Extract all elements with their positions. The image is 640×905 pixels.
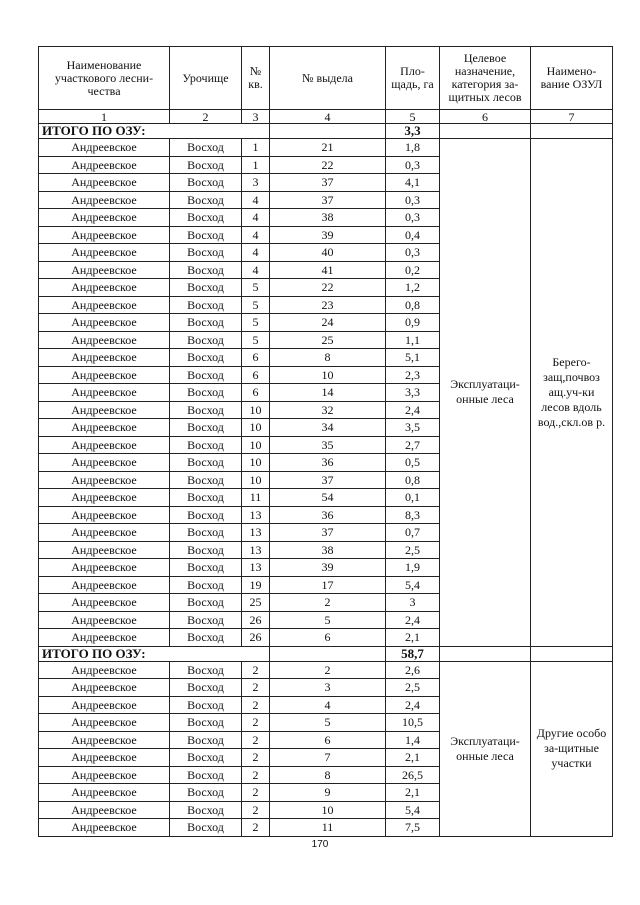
- page-number: 170: [311, 839, 329, 850]
- quarter-cell: 5: [242, 314, 270, 332]
- section-total-area: 3,3: [386, 124, 440, 139]
- quarter-cell: 1: [242, 156, 270, 174]
- tract-cell: Восход: [170, 766, 242, 784]
- quarter-cell: 2: [242, 679, 270, 697]
- area-cell: 0,9: [386, 314, 440, 332]
- header-row: [39, 47, 613, 110]
- area-cell: 0,8: [386, 471, 440, 489]
- tract-cell: Восход: [170, 209, 242, 227]
- quarter-cell: 2: [242, 784, 270, 802]
- forestry-cell: Андреевское: [39, 331, 170, 349]
- tract-cell: Восход: [170, 471, 242, 489]
- section-total-spacer: [531, 124, 613, 139]
- plot-cell: 5: [270, 714, 386, 732]
- tract-cell: Восход: [170, 506, 242, 524]
- tract-cell: Восход: [170, 594, 242, 612]
- area-cell: 3: [386, 594, 440, 612]
- area-cell: 2,6: [386, 661, 440, 679]
- section-total-area: 58,7: [386, 646, 440, 661]
- area-cell: 3,3: [386, 384, 440, 402]
- plot-cell: 22: [270, 279, 386, 297]
- plot-cell: 2: [270, 661, 386, 679]
- tract-cell: Восход: [170, 366, 242, 384]
- section-total-spacer: [440, 646, 531, 661]
- section-total-spacer: [531, 646, 613, 661]
- quarter-cell: 13: [242, 559, 270, 577]
- area-cell: 0,3: [386, 244, 440, 262]
- column-number: 6: [440, 110, 531, 124]
- plot-cell: 9: [270, 784, 386, 802]
- column-number: 3: [242, 110, 270, 124]
- plot-cell: 37: [270, 524, 386, 542]
- quarter-cell: 26: [242, 629, 270, 647]
- tract-cell: Восход: [170, 576, 242, 594]
- plot-cell: 7: [270, 749, 386, 767]
- tract-cell: Восход: [170, 731, 242, 749]
- tract-cell: Восход: [170, 819, 242, 837]
- purpose-cell: Эксплуатаци-онные леса: [440, 661, 531, 836]
- quarter-cell: 10: [242, 436, 270, 454]
- plot-cell: 40: [270, 244, 386, 262]
- forestry-cell: Андреевское: [39, 156, 170, 174]
- tract-cell: Восход: [170, 629, 242, 647]
- quarter-cell: 4: [242, 209, 270, 227]
- tract-cell: Восход: [170, 156, 242, 174]
- quarter-cell: 13: [242, 506, 270, 524]
- quarter-cell: 2: [242, 696, 270, 714]
- header-purpose: Целевое назначение, категория за-щитных лесов: [440, 47, 531, 110]
- forestry-cell: Андреевское: [39, 209, 170, 227]
- forestry-cell: Андреевское: [39, 524, 170, 542]
- forestry-cell: Андреевское: [39, 489, 170, 507]
- forestry-cell: Андреевское: [39, 226, 170, 244]
- quarter-cell: 2: [242, 731, 270, 749]
- tract-cell: Восход: [170, 436, 242, 454]
- area-cell: 2,1: [386, 629, 440, 647]
- section-total-spacer: [270, 646, 386, 661]
- forestry-cell: Андреевское: [39, 679, 170, 697]
- area-cell: 0,3: [386, 191, 440, 209]
- forestry-cell: Андреевское: [39, 314, 170, 332]
- plot-cell: 2: [270, 594, 386, 612]
- plot-cell: 38: [270, 209, 386, 227]
- forestry-cell: Андреевское: [39, 349, 170, 367]
- forestry-cell: Андреевское: [39, 611, 170, 629]
- quarter-cell: 3: [242, 174, 270, 192]
- tract-cell: Восход: [170, 696, 242, 714]
- plot-cell: 6: [270, 629, 386, 647]
- header-forestry: Наименование участкового лесни-чества: [39, 47, 170, 110]
- tract-cell: Восход: [170, 679, 242, 697]
- plot-cell: 17: [270, 576, 386, 594]
- tract-cell: Восход: [170, 226, 242, 244]
- quarter-cell: 10: [242, 401, 270, 419]
- quarter-cell: 4: [242, 261, 270, 279]
- plot-cell: 6: [270, 731, 386, 749]
- area-cell: 7,5: [386, 819, 440, 837]
- quarter-cell: 2: [242, 661, 270, 679]
- area-cell: 0,5: [386, 454, 440, 472]
- forestry-cell: Андреевское: [39, 541, 170, 559]
- header-plot: № выдела: [270, 47, 386, 110]
- quarter-cell: 4: [242, 244, 270, 262]
- area-cell: 2,5: [386, 679, 440, 697]
- quarter-cell: 2: [242, 749, 270, 767]
- area-cell: 1,2: [386, 279, 440, 297]
- tract-cell: Восход: [170, 314, 242, 332]
- forestry-cell: Андреевское: [39, 261, 170, 279]
- area-cell: 2,4: [386, 401, 440, 419]
- plot-cell: 37: [270, 471, 386, 489]
- area-cell: 5,4: [386, 801, 440, 819]
- forestry-cell: Андреевское: [39, 506, 170, 524]
- header-tract: Урочище: [170, 47, 242, 110]
- forestry-cell: Андреевское: [39, 749, 170, 767]
- plot-cell: 23: [270, 296, 386, 314]
- purpose-cell: Эксплуатаци-онные леса: [440, 139, 531, 647]
- tract-cell: Восход: [170, 174, 242, 192]
- section-total-spacer: [270, 124, 386, 139]
- quarter-cell: 10: [242, 471, 270, 489]
- column-number: 2: [170, 110, 242, 124]
- quarter-cell: 5: [242, 296, 270, 314]
- plot-cell: 5: [270, 611, 386, 629]
- tract-cell: Восход: [170, 279, 242, 297]
- forestry-cell: Андреевское: [39, 174, 170, 192]
- quarter-cell: 4: [242, 226, 270, 244]
- forestry-cell: Андреевское: [39, 384, 170, 402]
- tract-cell: Восход: [170, 524, 242, 542]
- forestry-cell: Андреевское: [39, 629, 170, 647]
- plot-cell: 25: [270, 331, 386, 349]
- forestry-cell: Андреевское: [39, 784, 170, 802]
- tract-cell: Восход: [170, 489, 242, 507]
- tract-cell: Восход: [170, 611, 242, 629]
- forestry-cell: Андреевское: [39, 191, 170, 209]
- quarter-cell: 10: [242, 419, 270, 437]
- table-row: [39, 661, 613, 679]
- quarter-cell: 13: [242, 524, 270, 542]
- area-cell: 1,8: [386, 139, 440, 157]
- forestry-cell: Андреевское: [39, 366, 170, 384]
- forestry-cell: Андреевское: [39, 296, 170, 314]
- quarter-cell: 25: [242, 594, 270, 612]
- tract-cell: Восход: [170, 714, 242, 732]
- plot-cell: 22: [270, 156, 386, 174]
- forestry-cell: Андреевское: [39, 766, 170, 784]
- plot-cell: 54: [270, 489, 386, 507]
- forestry-cell: Андреевское: [39, 471, 170, 489]
- forestry-cell: Андреевское: [39, 696, 170, 714]
- quarter-cell: 11: [242, 489, 270, 507]
- plot-cell: 11: [270, 819, 386, 837]
- area-cell: 0,1: [386, 489, 440, 507]
- quarter-cell: 1: [242, 139, 270, 157]
- forestry-cell: Андреевское: [39, 819, 170, 837]
- tract-cell: Восход: [170, 261, 242, 279]
- quarter-cell: 5: [242, 279, 270, 297]
- ozul-name-cell: Берего-защ,почвоз ащ.уч-ки лесов вдоль вод.,скл.ов р.: [531, 139, 613, 647]
- area-cell: 10,5: [386, 714, 440, 732]
- column-number: 5: [386, 110, 440, 124]
- forestry-cell: Андреевское: [39, 661, 170, 679]
- tract-cell: Восход: [170, 401, 242, 419]
- plot-cell: 37: [270, 174, 386, 192]
- area-cell: 26,5: [386, 766, 440, 784]
- header-quarter: № кв.: [242, 47, 270, 110]
- table-row: [39, 139, 613, 157]
- plot-cell: 39: [270, 559, 386, 577]
- area-cell: 0,3: [386, 156, 440, 174]
- tract-cell: Восход: [170, 296, 242, 314]
- area-cell: 0,7: [386, 524, 440, 542]
- tract-cell: Восход: [170, 244, 242, 262]
- quarter-cell: 6: [242, 384, 270, 402]
- plot-cell: 36: [270, 454, 386, 472]
- quarter-cell: 2: [242, 766, 270, 784]
- area-cell: 1,1: [386, 331, 440, 349]
- forestry-cell: Андреевское: [39, 279, 170, 297]
- plot-cell: 34: [270, 419, 386, 437]
- header-area: Пло-щадь, га: [386, 47, 440, 110]
- tract-cell: Восход: [170, 419, 242, 437]
- area-cell: 0,8: [386, 296, 440, 314]
- quarter-cell: 6: [242, 366, 270, 384]
- plot-cell: 10: [270, 366, 386, 384]
- column-number-row: [39, 110, 613, 124]
- area-cell: 2,3: [386, 366, 440, 384]
- column-number: 4: [270, 110, 386, 124]
- tract-cell: Восход: [170, 191, 242, 209]
- area-cell: 5,4: [386, 576, 440, 594]
- area-cell: 1,9: [386, 559, 440, 577]
- area-cell: 5,1: [386, 349, 440, 367]
- tract-cell: Восход: [170, 331, 242, 349]
- quarter-cell: 13: [242, 541, 270, 559]
- plot-cell: 21: [270, 139, 386, 157]
- quarter-cell: 6: [242, 349, 270, 367]
- forestry-cell: Андреевское: [39, 731, 170, 749]
- area-cell: 2,1: [386, 784, 440, 802]
- column-number: 7: [531, 110, 613, 124]
- area-cell: 0,2: [386, 261, 440, 279]
- plot-cell: 35: [270, 436, 386, 454]
- forestry-cell: Андреевское: [39, 436, 170, 454]
- forestry-cell: Андреевское: [39, 801, 170, 819]
- area-cell: 1,4: [386, 731, 440, 749]
- column-number: 1: [39, 110, 170, 124]
- plot-cell: 37: [270, 191, 386, 209]
- tract-cell: Восход: [170, 454, 242, 472]
- area-cell: 0,4: [386, 226, 440, 244]
- plot-cell: 3: [270, 679, 386, 697]
- forestry-cell: Андреевское: [39, 594, 170, 612]
- area-cell: 4,1: [386, 174, 440, 192]
- area-cell: 2,4: [386, 611, 440, 629]
- forest-plots-table: [38, 46, 613, 837]
- tract-cell: Восход: [170, 559, 242, 577]
- forestry-cell: Андреевское: [39, 714, 170, 732]
- area-cell: 8,3: [386, 506, 440, 524]
- plot-cell: 8: [270, 766, 386, 784]
- area-cell: 3,5: [386, 419, 440, 437]
- area-cell: 2,1: [386, 749, 440, 767]
- section-total-row: [39, 124, 613, 139]
- forestry-cell: Андреевское: [39, 559, 170, 577]
- plot-cell: 36: [270, 506, 386, 524]
- plot-cell: 8: [270, 349, 386, 367]
- plot-cell: 41: [270, 261, 386, 279]
- tract-cell: Восход: [170, 349, 242, 367]
- tract-cell: Восход: [170, 801, 242, 819]
- tract-cell: Восход: [170, 784, 242, 802]
- plot-cell: 24: [270, 314, 386, 332]
- tract-cell: Восход: [170, 661, 242, 679]
- ozul-name-cell: Другие особо за-щитные участки: [531, 661, 613, 836]
- quarter-cell: 2: [242, 819, 270, 837]
- plot-cell: 10: [270, 801, 386, 819]
- forestry-cell: Андреевское: [39, 419, 170, 437]
- forestry-cell: Андреевское: [39, 454, 170, 472]
- plot-cell: 4: [270, 696, 386, 714]
- forestry-cell: Андреевское: [39, 576, 170, 594]
- tract-cell: Восход: [170, 749, 242, 767]
- quarter-cell: 5: [242, 331, 270, 349]
- quarter-cell: 2: [242, 801, 270, 819]
- plot-cell: 14: [270, 384, 386, 402]
- section-total-label: ИТОГО ПО ОЗУ:: [39, 646, 270, 661]
- plot-cell: 32: [270, 401, 386, 419]
- plot-cell: 39: [270, 226, 386, 244]
- table-body: [39, 47, 613, 837]
- quarter-cell: 4: [242, 191, 270, 209]
- quarter-cell: 10: [242, 454, 270, 472]
- plot-cell: 38: [270, 541, 386, 559]
- forestry-cell: Андреевское: [39, 139, 170, 157]
- area-cell: 0,3: [386, 209, 440, 227]
- area-cell: 2,7: [386, 436, 440, 454]
- section-total-row: [39, 646, 613, 661]
- area-cell: 2,4: [386, 696, 440, 714]
- section-total-spacer: [440, 124, 531, 139]
- section-total-label: ИТОГО ПО ОЗУ:: [39, 124, 270, 139]
- quarter-cell: 26: [242, 611, 270, 629]
- forestry-cell: Андреевское: [39, 244, 170, 262]
- quarter-cell: 19: [242, 576, 270, 594]
- area-cell: 2,5: [386, 541, 440, 559]
- header-ozul: Наимено-вание ОЗУЛ: [531, 47, 613, 110]
- forestry-cell: Андреевское: [39, 401, 170, 419]
- quarter-cell: 2: [242, 714, 270, 732]
- tract-cell: Восход: [170, 541, 242, 559]
- tract-cell: Восход: [170, 384, 242, 402]
- tract-cell: Восход: [170, 139, 242, 157]
